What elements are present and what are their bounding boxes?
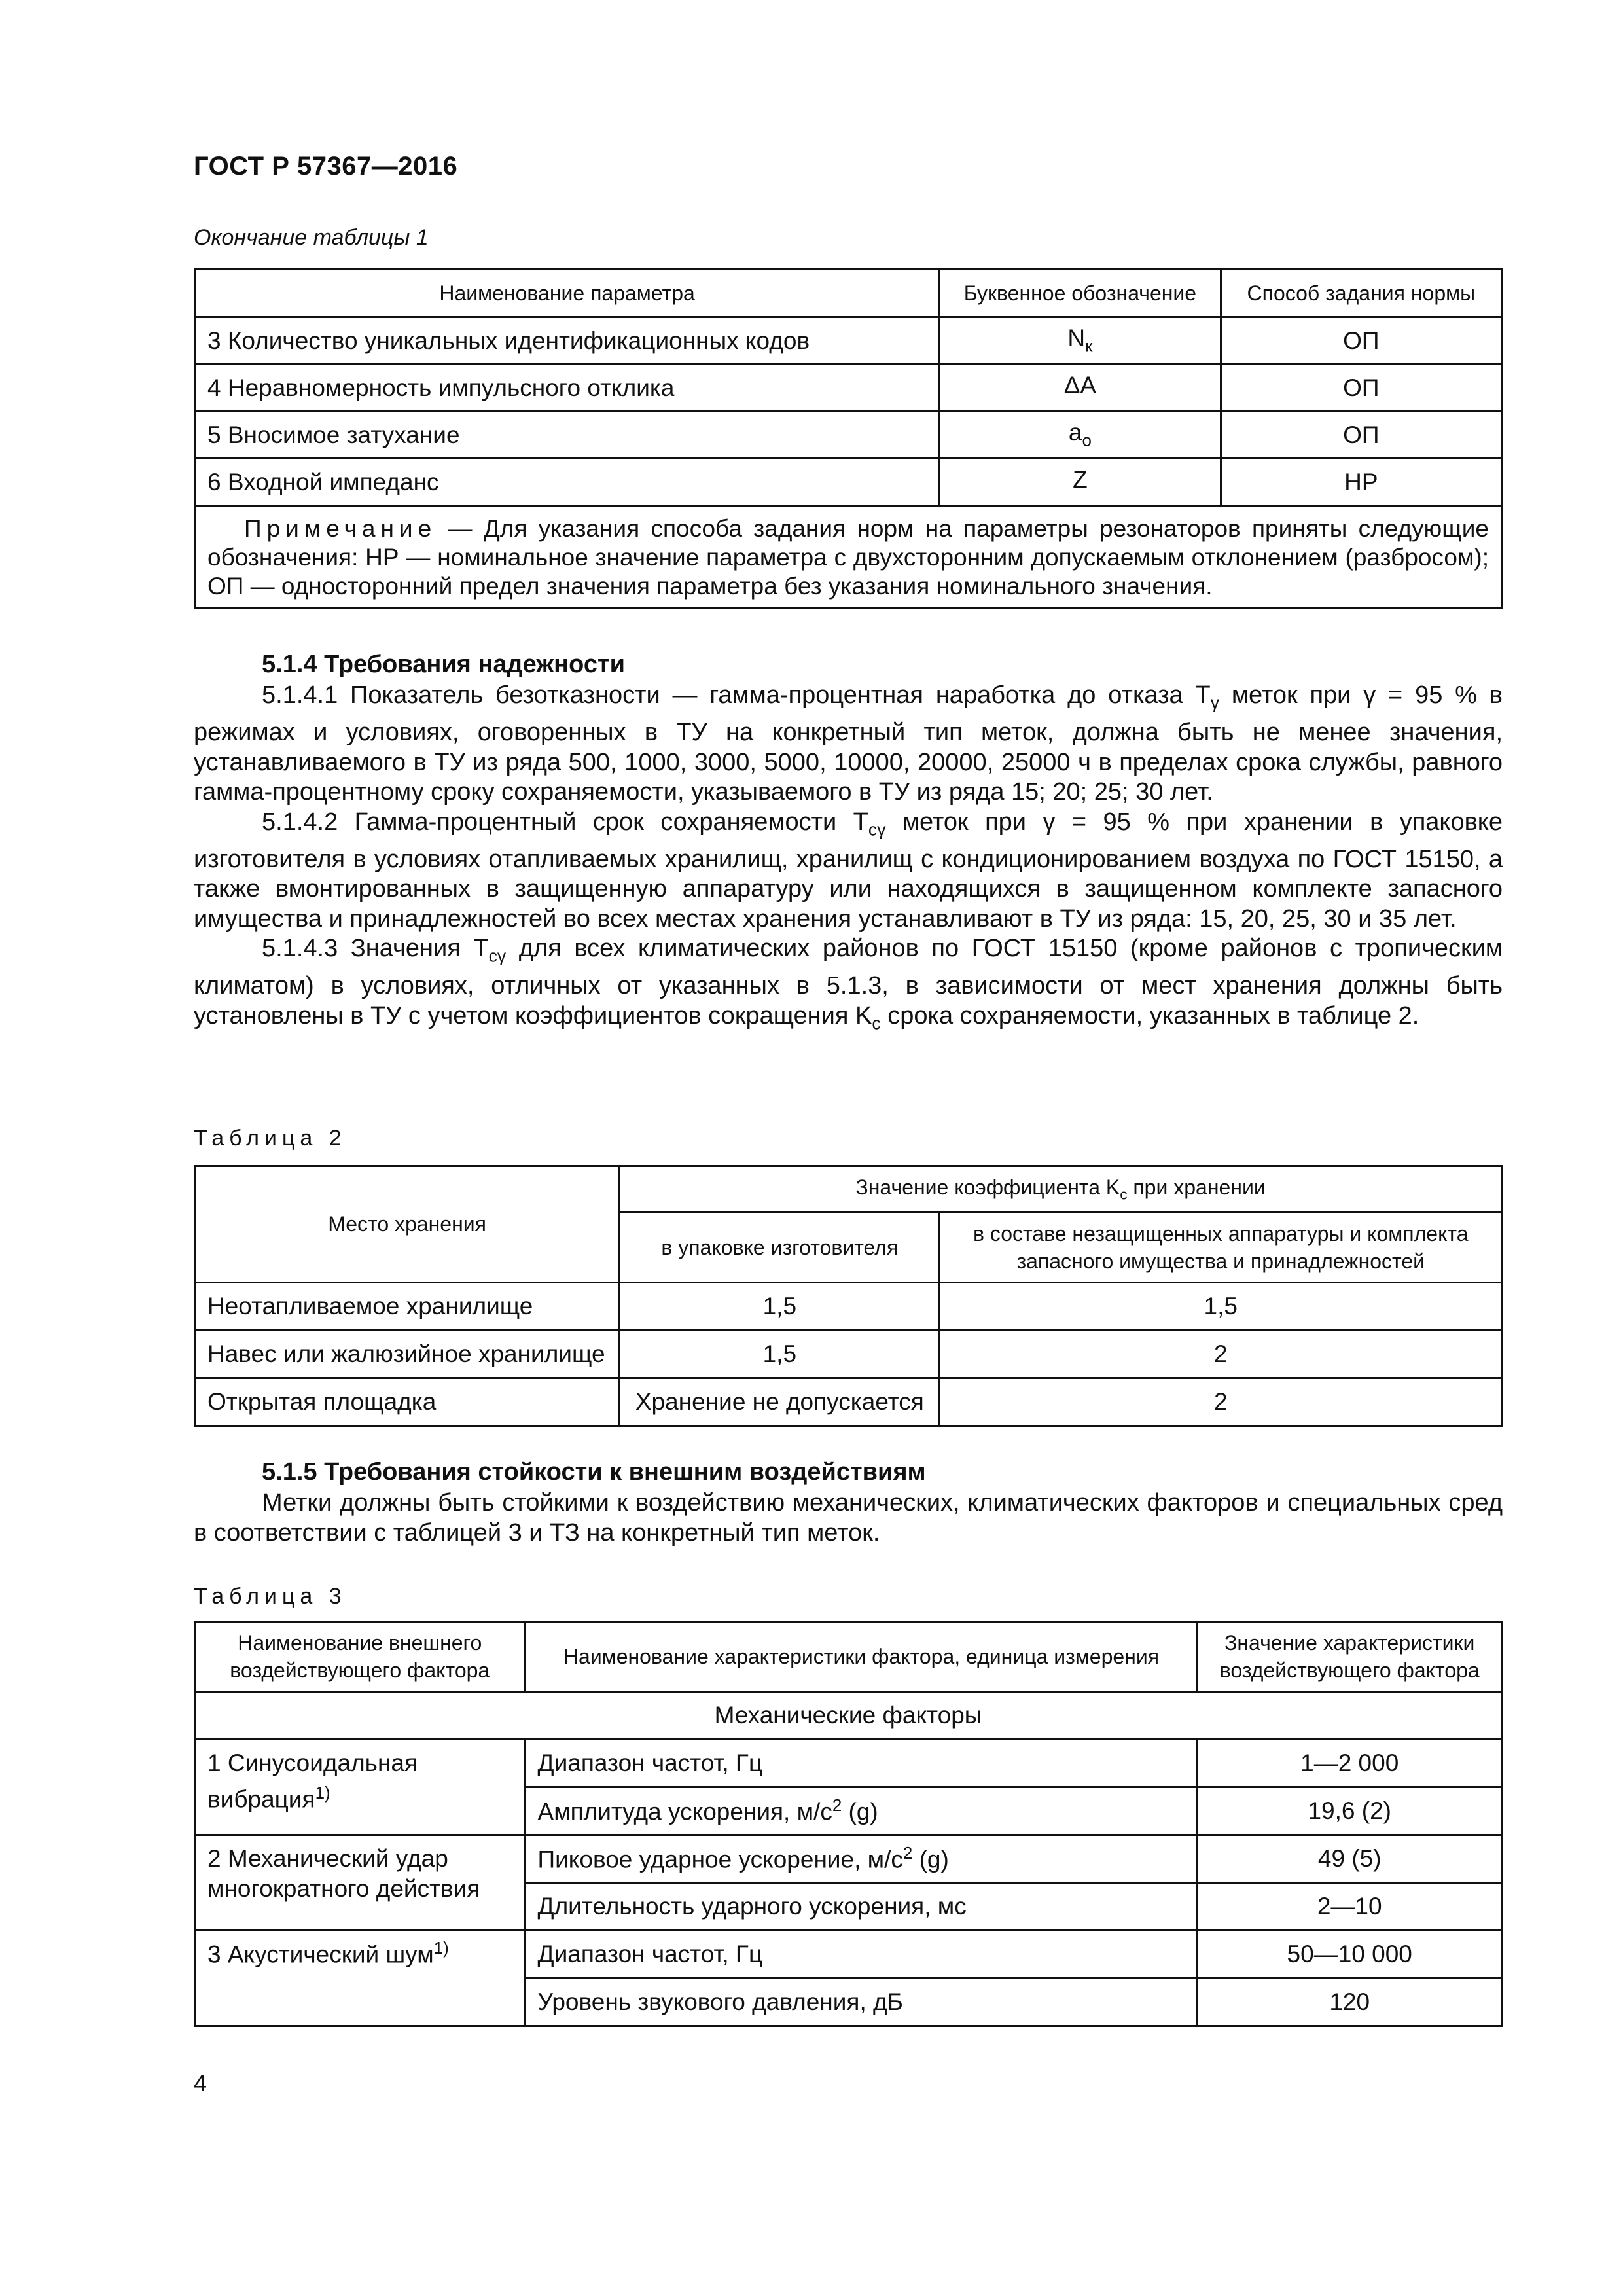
table3-factor-3: 3 Акустический шум$^{1)}$: [195, 1931, 526, 2026]
table1-cell-name: 5 Вносимое затухание: [195, 412, 940, 459]
paragraph-5142: 5.1.4.2 Гамма-процентный срок сохраняемости $T_{с\gamma}$ меток при γ = 95 % при хранении в упаковке изготовителя в условиях отапливаемых хранилищ, хранилищ с кондиционированием воздуха по ГОСТ 15150, а также вмонтированных в защищенную аппаратуру или находящихся в защищенном комплекте запасного имущества и принадлежностей во всех местах хранения устанавливают в ТУ из ряда: 15, 20, 25, 30 и 35 лет.: [194, 808, 1503, 933]
table3-characteristic: Уровень звукового давления, дБ: [525, 1979, 1198, 2026]
paragraph-515: Метки должны быть стойкими к воздействию механических, климатических факторов и специальных сред в соответствии с таблицей 3 и ТЗ на конкретный тип меток.: [194, 1489, 1503, 1547]
table1-cell-norm: НР: [1221, 459, 1501, 506]
table3-header-factor: Наименование внешнего воздействующего фактора: [195, 1622, 526, 1692]
table2: [194, 1165, 1503, 1427]
table2-header-place: Место хранения: [195, 1166, 620, 1283]
table2-cell-pack: 1,5: [620, 1331, 940, 1378]
table-row: [195, 1331, 1502, 1378]
table3-characteristic: Длительность ударного ускорения, мс: [525, 1883, 1198, 1931]
table2-header-group: Значение коэффициента $K_с$ при хранении: [620, 1166, 1502, 1213]
table1-cell-name: 3 Количество уникальных идентификационных кодов: [195, 317, 940, 365]
table3-value: 49 (5): [1198, 1835, 1502, 1883]
table2-cell-pack: 1,5: [620, 1283, 940, 1331]
table3-characteristic: Пиковое ударное ускорение, $м/с^2$ (g): [525, 1835, 1198, 1883]
table-row: [195, 459, 1502, 506]
table3-value: 50—10 000: [1198, 1931, 1502, 1979]
table1-header-name: Наименование параметра: [195, 270, 940, 317]
table1-header-row: [195, 270, 1502, 317]
table-row: [195, 1931, 1502, 1979]
table1-header-norm: Способ задания нормы: [1221, 270, 1501, 317]
table1-cell-name: 6 Входной импеданс: [195, 459, 940, 506]
table1-cell-norm: ОП: [1221, 317, 1501, 365]
table-row: [195, 317, 1502, 365]
table3-factor-2: 2 Механический удар многократного действия: [195, 1835, 526, 1931]
table3-header-row: [195, 1622, 1502, 1692]
table3-factor-1: 1 Синусоидальная вибрация$^{1)}$: [195, 1740, 526, 1835]
table1-cell-symbol: $N_к$: [940, 317, 1221, 365]
table3-header-characteristic: Наименование характеристики фактора, единица измерения: [525, 1622, 1198, 1692]
section-514-body: [194, 681, 1503, 1039]
table2-cell-pack: Хранение не допускается: [620, 1378, 940, 1426]
paragraph-5141: 5.1.4.1 Показатель безотказности — гамма-процентная наработка до отказа $T_\gamma$ меток при γ = 95 % в режимах и условиях, оговоренных в ТУ на конкретный тип меток, должна быть не менее значения, устанавливаемого в ТУ из ряда 500, 1000, 3000, 5000, 10000, 20000, 25000 ч в пределах срока службы, равного гамма-процентному сроку сохраняемости, указываемого в ТУ из ряда 15; 20; 25; 30 лет.: [194, 681, 1503, 806]
table3-group-row: [195, 1692, 1502, 1740]
table1-cell-norm: ОП: [1221, 365, 1501, 412]
table3-caption: Таблица 3: [194, 1584, 347, 1609]
document-header: ГОСТ Р 57367—2016: [194, 152, 458, 181]
table-row: [195, 365, 1502, 412]
table1-cell-name: 4 Неравномерность импульсного отклика: [195, 365, 940, 412]
section-515-body: [194, 1488, 1503, 1548]
table1-header-symbol: Буквенное обозначение: [940, 270, 1221, 317]
table2-cell-place: Неотапливаемое хранилище: [195, 1283, 620, 1331]
table2-cell-compose: 2: [940, 1331, 1502, 1378]
table1-note-row: [195, 506, 1502, 609]
table1: [194, 268, 1503, 609]
section-515-heading: 5.1.5 Требования стойкости к внешним воздействиям: [262, 1458, 926, 1486]
table1-cell-norm: ОП: [1221, 412, 1501, 459]
table3-value: 1—2 000: [1198, 1740, 1502, 1787]
section-514-heading: 5.1.4 Требования надежности: [262, 651, 625, 678]
table3-characteristic: Амплитуда ускорения, $м/с^2$ (g): [525, 1787, 1198, 1835]
note-label: Примечание: [244, 515, 437, 542]
table-row: [195, 1283, 1502, 1331]
table3-group-label: Механические факторы: [195, 1692, 1502, 1740]
table2-header-compose: в составе незащищенных аппаратуры и комплекта запасного имущества и принадлежностей: [940, 1213, 1502, 1283]
table3-value: 2—10: [1198, 1883, 1502, 1931]
table1-cell-symbol: ΔA: [940, 365, 1221, 412]
table1-cell-symbol: Z: [940, 459, 1221, 506]
table3: [194, 1621, 1503, 2027]
table1-caption: Окончание таблицы 1: [194, 225, 429, 250]
table2-cell-compose: 1,5: [940, 1283, 1502, 1331]
table-row: [195, 412, 1502, 459]
page-number: 4: [194, 2070, 207, 2096]
table3-value: 120: [1198, 1979, 1502, 2026]
table-row: [195, 1835, 1502, 1883]
table3-characteristic: Диапазон частот, Гц: [525, 1740, 1198, 1787]
table2-caption: Таблица 2: [194, 1126, 347, 1151]
table2-cell-compose: 2: [940, 1378, 1502, 1426]
table-row: [195, 1378, 1502, 1426]
table3-characteristic: Диапазон частот, Гц: [525, 1931, 1198, 1979]
table1-note: [195, 506, 1502, 609]
table2-header-pack: в упаковке изготовителя: [620, 1213, 940, 1283]
table2-cell-place: Открытая площадка: [195, 1378, 620, 1426]
table3-value: 19,6 (2): [1198, 1787, 1502, 1835]
note-text: — Для указания способа задания норм на параметры резонаторов приняты следующие обозначения: НР — номинальное значение параметра с двухсторонним допускаемым отклонением (разбросом); ОП — односторонний предел значения параметра без указания номинального значения.: [207, 515, 1489, 600]
table1-cell-symbol: $a_о$: [940, 412, 1221, 459]
table2-header-row: [195, 1166, 1502, 1213]
paragraph-5143: 5.1.4.3 Значения $T_{с\gamma}$ для всех климатических районов по ГОСТ 15150 (кроме районов с тропическим климатом) в условиях, отличных от указанных в 5.1.3, в зависимости от мест хранения должны быть установлены в ТУ с учетом коэффициентов сокращения $K_с$ срока сохраняемости, указанных в таблице 2.: [194, 935, 1503, 1033]
table-row: [195, 1740, 1502, 1787]
table3-header-value: Значение характеристики воздействующего фактора: [1198, 1622, 1502, 1692]
table2-cell-place: Навес или жалюзийное хранилище: [195, 1331, 620, 1378]
